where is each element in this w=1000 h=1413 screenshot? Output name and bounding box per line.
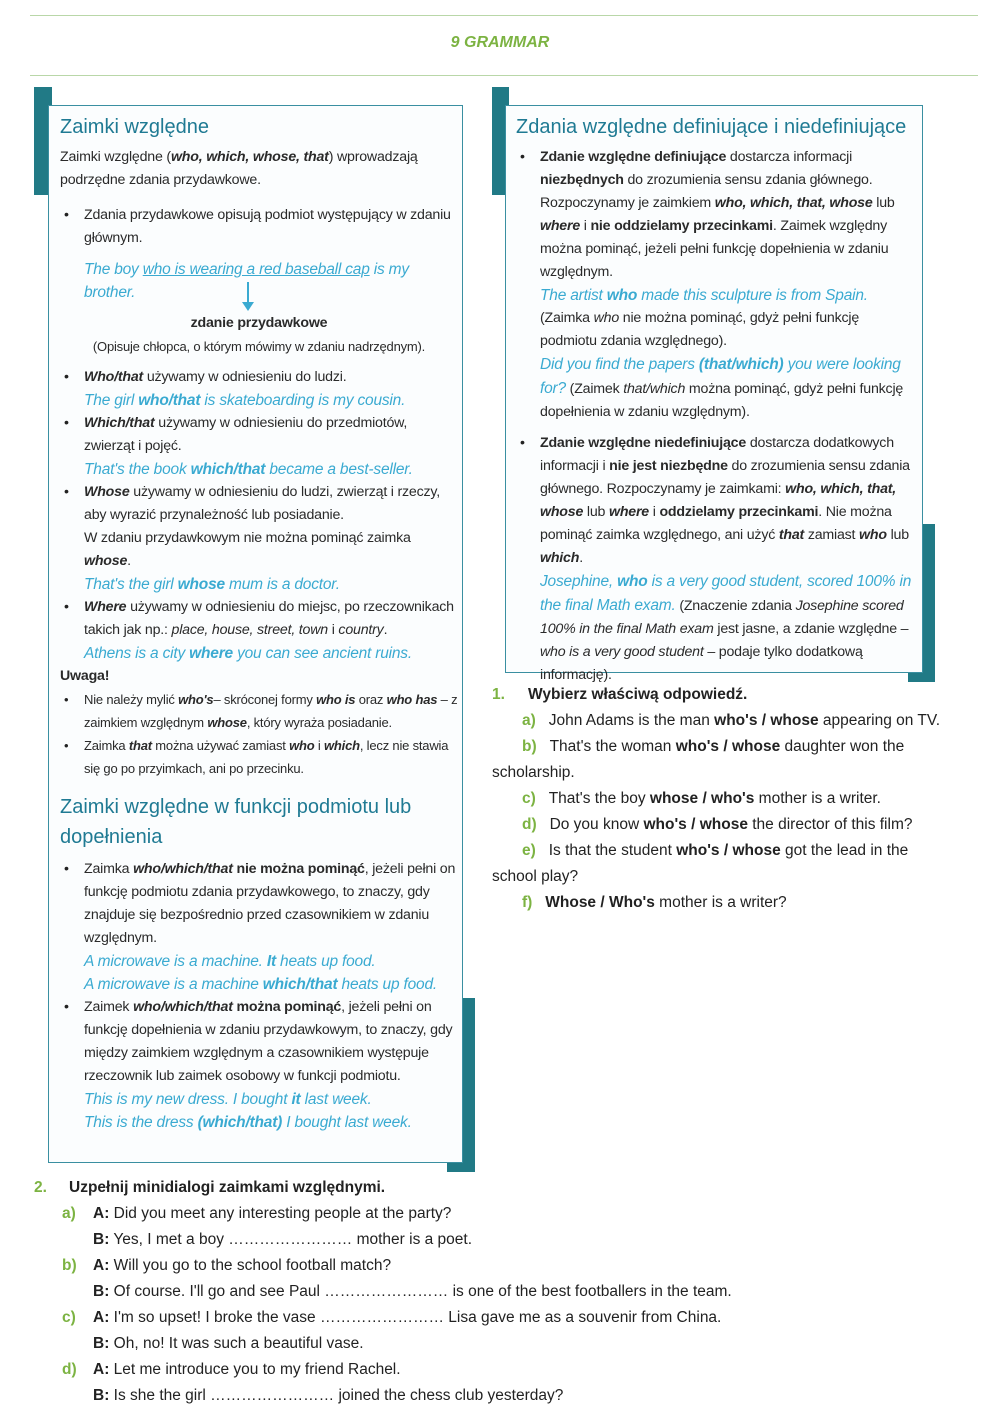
example-dress-2: This is the dress (which/that) I bought last week. (84, 1114, 412, 1131)
dialogue-d-line-b[interactable]: B: Is she the girl …………………… joined the chess club yesterday? (93, 1387, 564, 1404)
rule-where: • Where używamy w odniesieniu do miejsc, po rzeczownikach takich jak np.: place, house, street, town i country. (60, 596, 458, 642)
example-book: That's the book which/that became a best-seller. (84, 461, 413, 478)
note-artist: (Zaimka who nie można pominąć, gdyż pełni funkcję podmiotu zdania względnego). (540, 310, 860, 349)
example-josephine: Josephine, who is a very good student, scored 100% in the final Math exam. (Znaczenie zdania Josephine scored 100% in the final Math exam jest jasne, a zdanie względne – who is a very good student – podaje tylko dodatkową informację). (540, 573, 912, 683)
rule-whose: • Whose używamy w odniesieniu do ludzi, zwierząt i rzeczy, aby wyrazić przynależność lub posiadanie. W zdaniu przydawkowym nie można pominąć zaimka whose. (60, 481, 458, 573)
rule-which-that: • Which/that używamy w odniesieniu do przedmiotów, zwierząt i pojęć. (60, 412, 458, 458)
heading-defining-clauses: Zdania względne definiujące i niedefiniujące (516, 116, 907, 138)
dialogue-a-line-b[interactable]: B: Yes, I met a boy …………………… mother is a poet. (93, 1231, 473, 1248)
rule-who-that: • Who/that używamy w odniesieniu do ludzi. (60, 366, 458, 389)
rule-non-defining: • Zdanie względne niedefiniujące dostarcza dodatkowych informacji i nie jest niezbędne do zrozumienia sensu zdania głównego. Rozpoczynamy je zaimkami: who, which, that, whose lub where i oddzielamy przecinkami. Nie można pominąć zaimka względnego, ani użyć that zamiast who lub which. (516, 432, 916, 570)
exercise-2-title: 2. Uzpełnij minidialogi zaimkami względnymi. (34, 1179, 386, 1196)
example-girl-mum: That's the girl whose mum is a doctor. (84, 576, 340, 593)
exercise-1-item-c[interactable]: c) That's the boy whose / who's mother is a writer. (522, 790, 881, 807)
example-artist: The artist who made this sculpture is from Spain. (540, 287, 868, 304)
exercise-1-item-f[interactable]: f) Whose / Who's mother is a writer? (522, 894, 787, 911)
exercise-1-item-d[interactable]: d) Do you know who's / whose the director of this film? (522, 816, 913, 833)
dialogue-c-line-a[interactable]: c) A: I'm so upset! I broke the vase …………………… Lisa gave me as a souvenir from China. (62, 1309, 722, 1326)
exercise-2 (34, 1175, 984, 1409)
right-box-content (516, 112, 916, 687)
example-athens: Athens is a city where you can see ancient ruins. (84, 645, 412, 662)
exercise-1-item-b[interactable]: b) That's the woman who's / whose daughter won the (522, 738, 905, 755)
intro-text: Zaimki względne (who, which, whose, that) wprowadzają podrzędne zdania przydawkowe. (60, 149, 418, 188)
example-girl: The girl who/that is skateboarding is my cousin. (84, 392, 406, 409)
example-boy: The boy who is wearing a red baseball cap is my brother. (84, 261, 409, 301)
exercise-1 (492, 682, 982, 916)
note-heading: Uwaga! (60, 668, 110, 684)
rule-defining: • Zdanie względne definiujące dostarcza informacji niezbędnych do zrozumienia sensu zdania głównego. Rozpoczynamy je zaimkiem who, which, that, whose lub where i nie oddzielamy przecinkami. Zaimek względny można pominąć, jeżeli pełni funkcję dopełnienia w zdaniu względnym. (516, 146, 916, 284)
exercise-1-item-e-wrap: school play? (492, 868, 579, 885)
rule-relative-clauses: • Zdania przydawkowe opisują podmiot występujący w zdaniu głównym. (60, 204, 458, 250)
example-dress-1: This is my new dress. I bought it last week. (84, 1091, 372, 1108)
heading-relative-pronouns: Zaimki względne (60, 116, 209, 138)
dialogue-b-line-b[interactable]: B: Of course. I'll go and see Paul …………………… is one of the best footballers in the team. (93, 1283, 732, 1300)
note-whos: • Nie należy mylić who's– skróconej formy who is oraz who has – z zaimkiem względnym whose, który wyraża posiadanie. (60, 688, 458, 734)
dialogue-d-line-a: d) A: Let me introduce you to my friend Rachel. (62, 1361, 401, 1378)
top-rule (30, 15, 978, 16)
label-relative-clause-note: (Opisuje chłopca, o którym mówimy w zdaniu nadrzędnym). (92, 339, 426, 354)
heading-subject-object: Zaimki względne w funkcji podmiotu lub dopełnienia (60, 796, 412, 848)
dialogue-a-line-a: a) A: Did you meet any interesting people at the party? (62, 1205, 452, 1222)
arrow-down-icon (238, 282, 258, 312)
left-box-content (60, 112, 458, 1134)
exercise-1-item-a[interactable]: a) John Adams is the man who's / whose appearing on TV. (522, 712, 941, 729)
exercise-1-title: 1. Wybierz właściwą odpowiedź. (492, 686, 748, 703)
note-that: • Zaimka that można używać zamiast who i which, lecz nie stawia się go po przyimkach, ani po przecinku. (60, 734, 458, 780)
page-title: 9 GRAMMAR (450, 34, 550, 51)
exercise-1-item-e[interactable]: e) Is that the student who's / whose got the lead in the (522, 842, 909, 859)
exercise-1-item-b-wrap: scholarship. (492, 764, 575, 781)
dialogue-b-line-a: b) A: Will you go to the school football match? (62, 1257, 392, 1274)
example-microwave-1: A microwave is a machine. It heats up food. (84, 953, 376, 970)
label-relative-clause: zdanie przydawkowe (190, 315, 328, 331)
rule-can-omit: • Zaimek who/which/that można pominąć, jeżeli pełni on funkcję dopełnienia w zdaniu przydawkowym, to znaczy, gdy między zaimkiem względnym a czasownikiem występuje rzeczownik lub zaimek osobowy w funkcji podmiotu. (60, 996, 458, 1088)
example-microwave-2: A microwave is a machine which/that heats up food. (84, 976, 437, 993)
header-rule (30, 75, 978, 76)
dialogue-c-line-b: B: Oh, no! It was such a beautiful vase. (93, 1335, 364, 1352)
example-papers: Did you find the papers (that/which) you were looking for? (Zaimek that/which można pominąć, gdyż pełni funkcję dopełnienia w zdaniu względnym). (540, 356, 904, 420)
rule-cannot-omit: • Zaimka who/which/that nie można pominąć, jeżeli pełni on funkcję podmiotu zdania przydawkowego, to znaczy, gdy znajduje się bezpośrednio przed czasownikiem w zdaniu względnym. (60, 858, 458, 950)
